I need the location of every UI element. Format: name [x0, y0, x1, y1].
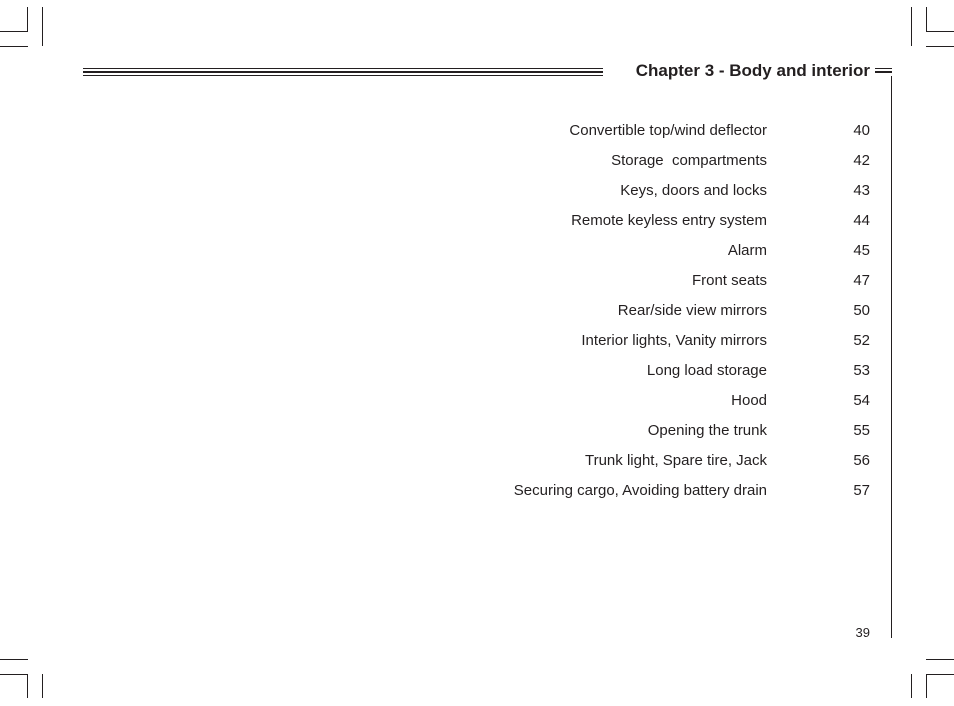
crop-mark: [42, 674, 43, 698]
toc-entry[interactable]: [400, 391, 870, 421]
toc-entry-label: Front seats: [691, 272, 767, 289]
page-number: 39: [855, 625, 870, 640]
crop-mark: [0, 46, 28, 47]
toc-entry[interactable]: [400, 211, 870, 241]
toc-entry-page: 40: [853, 122, 870, 139]
toc-entry-label: Keys, doors and locks: [620, 182, 767, 199]
toc-entry-label: Interior lights, Vanity mirrors: [581, 332, 767, 349]
crop-mark: [27, 7, 28, 31]
crop-mark: [926, 674, 927, 698]
toc-entry-label: Storage compartments: [611, 152, 767, 169]
header-rule: [83, 68, 603, 76]
crop-mark: [926, 659, 954, 660]
toc-entry[interactable]: [400, 421, 870, 451]
crop-mark: [0, 674, 28, 675]
toc-entry-label: Opening the trunk: [647, 422, 767, 439]
crop-mark: [0, 31, 28, 32]
crop-mark: [926, 31, 954, 32]
toc-entry-page: 45: [853, 242, 870, 259]
toc-entry-page: 43: [853, 182, 870, 199]
toc-entry[interactable]: [400, 481, 870, 511]
header-rule-end: [875, 68, 892, 76]
toc-entry-label: Securing cargo, Avoiding battery drain: [513, 482, 767, 499]
toc-entry-page: 47: [853, 272, 870, 289]
toc-entry-page: 54: [853, 392, 870, 409]
toc-entry[interactable]: [400, 121, 870, 151]
crop-mark: [911, 7, 912, 46]
toc-entry[interactable]: [400, 451, 870, 481]
toc-entry[interactable]: [400, 361, 870, 391]
page-border-line: [891, 76, 892, 638]
crop-mark: [0, 659, 28, 660]
crop-mark: [27, 674, 28, 698]
crop-mark: [911, 674, 912, 698]
toc-entry-page: 57: [853, 482, 870, 499]
toc-entry[interactable]: [400, 331, 870, 361]
toc-entry[interactable]: [400, 241, 870, 271]
crop-mark: [926, 674, 954, 675]
toc-entry-label: Alarm: [727, 242, 767, 259]
toc-entry[interactable]: [400, 301, 870, 331]
table-of-contents: [400, 121, 870, 511]
toc-entry-page: 44: [853, 212, 870, 229]
toc-entry-page: 50: [853, 302, 870, 319]
crop-mark: [42, 7, 43, 46]
crop-mark: [926, 46, 954, 47]
toc-entry-label: Remote keyless entry system: [571, 212, 767, 229]
toc-entry-page: 52: [853, 332, 870, 349]
toc-entry-page: 42: [853, 152, 870, 169]
toc-entry[interactable]: [400, 271, 870, 301]
toc-entry-page: 53: [853, 362, 870, 379]
toc-entry-label: Rear/side view mirrors: [617, 302, 767, 319]
toc-entry-label: Convertible top/wind deflector: [569, 122, 767, 139]
toc-entry-label: Hood: [731, 392, 767, 409]
toc-entry-page: 56: [853, 452, 870, 469]
toc-entry[interactable]: [400, 181, 870, 211]
toc-entry[interactable]: [400, 151, 870, 181]
toc-entry-label: Trunk light, Spare tire, Jack: [584, 452, 767, 469]
chapter-title: Chapter 3 - Body and interior: [635, 61, 870, 80]
crop-mark: [926, 7, 927, 31]
toc-entry-page: 55: [853, 422, 870, 439]
toc-entry-label: Long load storage: [646, 362, 767, 379]
